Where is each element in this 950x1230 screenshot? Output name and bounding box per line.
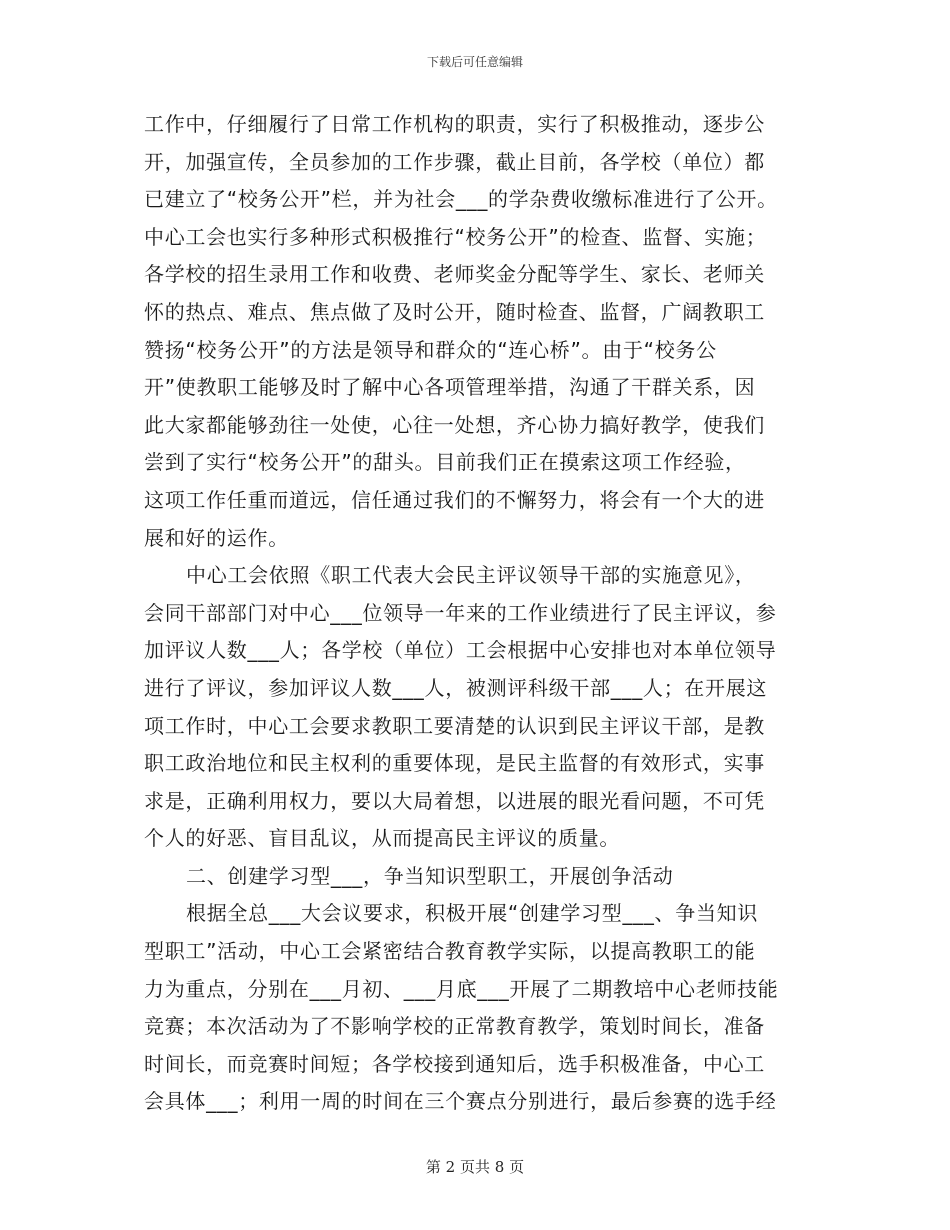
text-line: 开”使教职工能够及时了解中心各项管理举措，沟通了干群关系，因 bbox=[144, 375, 756, 400]
paragraph-democratic-review bbox=[144, 557, 816, 858]
page-header: 下载后可任意编辑 bbox=[426, 55, 523, 69]
page-number: 第 2 页共 8 页 bbox=[425, 1158, 525, 1176]
text-line: 怀的热点、难点、焦点做了及时公开，随时检查、监督，广阔教职工 bbox=[144, 299, 765, 324]
text-line: 力为重点，分别在___月初、___月底___开展了二期教培中心老师技能 bbox=[144, 976, 779, 1001]
section-heading bbox=[144, 858, 816, 896]
text-line: 会具体___；利用一周的时间在三个赛点分别进行，最后参赛的选手经 bbox=[144, 1089, 777, 1114]
text-line: 各学校的招生录用工作和收费、老师奖金分配等学生、家长、老师关 bbox=[144, 262, 765, 287]
text-line: 工作中，仔细履行了日常工作机构的职责，实行了积极推动，逐步公 bbox=[144, 112, 765, 136]
text-line: 求是，正确利用权力，要以大局着想，以进展的眼光看问题，不可凭 bbox=[144, 788, 765, 813]
text-line: 中心工会依照《职工代表大会民主评议领导干部的实施意见》， bbox=[186, 563, 756, 588]
text-line: 进行了评议，参加评议人数___人，被测评科级干部___人；在开展这 bbox=[144, 675, 768, 700]
text-line: 尝到了实行“校务公开”的甜头。目前我们正在摸索这项工作经验， bbox=[144, 450, 746, 475]
text-line: 开，加强宣传，全员参加的工作步骤，截止目前，各学校（单位）都 bbox=[144, 149, 765, 174]
text-line: 时间长，而竞赛时间短；各学校接到通知后，选手积极准备，中心工 bbox=[144, 1051, 765, 1076]
text-line: 赞扬“校务公开”的方法是领导和群众的“连心桥”。由于“校务公 bbox=[144, 337, 717, 362]
text-line: 职工政治地位和民主权利的重要体现，是民主监督的有效形式，实事 bbox=[144, 751, 765, 776]
text-line: 加评议人数___人；各学校（单位）工会根据中心安排也对本单位领导 bbox=[144, 638, 777, 663]
text-line: 型职工”活动，中心工会紧密结合教育教学实际，以提高教职工的能 bbox=[144, 939, 756, 964]
paragraph-school-affairs bbox=[144, 106, 816, 557]
text-line: 已建立了“校务公开”栏，并为社会___的学杂费收缴标准进行了公开。 bbox=[144, 187, 778, 212]
text-line: 展和好的运作。 bbox=[144, 525, 289, 550]
document-body bbox=[144, 106, 816, 1121]
text-line: 会同干部部门对中心___位领导一年来的工作业绩进行了民主评议，参 bbox=[144, 600, 777, 625]
text-line: 这项工作任重而道远，信任通过我们的不懈努力，将会有一个大的进 bbox=[144, 487, 765, 512]
paragraph-learning-activity bbox=[144, 895, 816, 1121]
text-line: 个人的好恶、盲目乱议，从而提高民主评议的质量。 bbox=[144, 826, 621, 851]
text-line: 根据全总___大会议要求，积极开展“创建学习型___、争当知识 bbox=[186, 901, 759, 926]
text-line: 此大家都能够劲往一处使，心往一处想，齐心协力搞好教学，使我们 bbox=[144, 412, 765, 437]
text-line: 中心工会也实行多种形式积极推行“校务公开”的检查、监督、实施； bbox=[144, 224, 767, 249]
text-line: 竞赛；本次活动为了不影响学校的正常教育教学，策划时间长，准备 bbox=[144, 1014, 765, 1039]
text-line: 项工作时，中心工会要求教职工要清楚的认识到民主评议干部，是教 bbox=[144, 713, 765, 738]
text-line: 二、创建学习型___，争当知识型职工，开展创争活动 bbox=[186, 863, 674, 888]
